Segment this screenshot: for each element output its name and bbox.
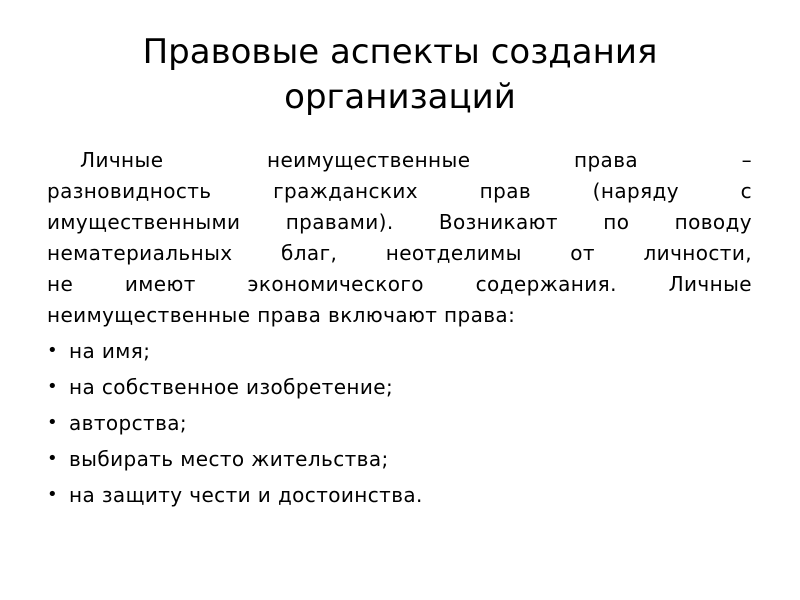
slide-title-line-1: Правовые аспекты создания: [142, 32, 658, 72]
paragraph-line-3: имущественными правами). Возникают по поводу: [47, 210, 752, 234]
paragraph-line-4: нематериальных благ, неотделимы от личности,: [47, 241, 752, 265]
slide-title: [60, 30, 740, 120]
bullet-icon: •: [47, 340, 59, 361]
list-item-text: на собственное изобретение;: [69, 375, 394, 399]
list-item: [47, 369, 752, 405]
bullet-icon: •: [47, 484, 59, 505]
list-item: [47, 333, 752, 369]
list-item-text: на защиту чести и достоинства.: [69, 483, 423, 507]
list-item: [47, 477, 752, 513]
paragraph-line-6: неимущественные права включают права:: [47, 303, 516, 327]
slide-title-line-2: организаций: [284, 77, 516, 117]
paragraph-line-5: не имеют экономического содержания. Личные: [47, 272, 752, 296]
rights-list: [47, 333, 752, 513]
bullet-icon: •: [47, 412, 59, 433]
list-item-text: авторства;: [69, 411, 188, 435]
list-item: [47, 405, 752, 441]
slide-body: [47, 145, 752, 513]
paragraph-line-2: разновидность гражданских прав (наряду с: [47, 179, 752, 203]
definition-paragraph: [47, 145, 752, 331]
list-item-text: выбирать место жительства;: [69, 447, 389, 471]
list-item: [47, 441, 752, 477]
bullet-icon: •: [47, 448, 59, 469]
bullet-icon: •: [47, 376, 59, 397]
list-item-text: на имя;: [69, 339, 151, 363]
paragraph-line-1: Личные неимущественные права –: [80, 148, 752, 172]
